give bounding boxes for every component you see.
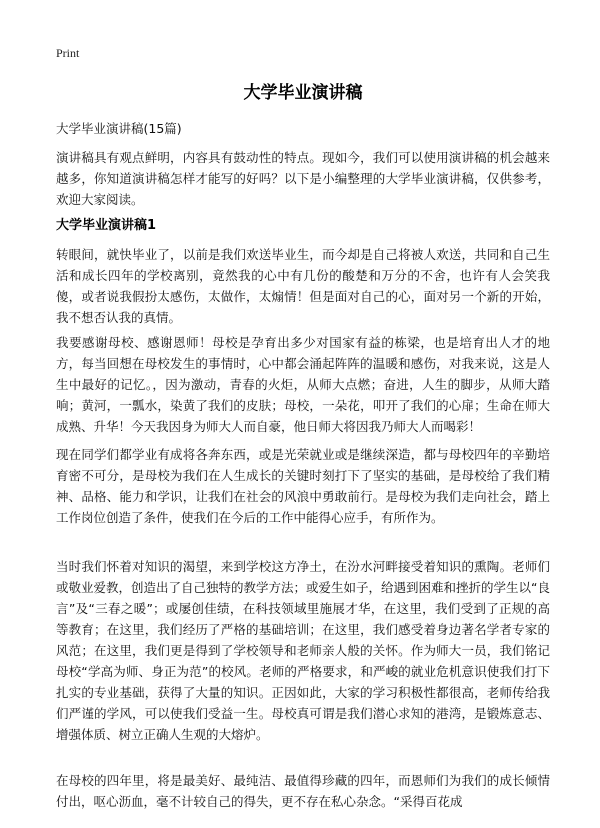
body-paragraph-1: 转眼间，就快毕业了，以前是我们欢送毕业生，而今却是自己将被人欢送，共同和自己生活和成长四年的学校离别，竟然我的心中有几份的酸楚和万分的不舍，也许有人会笑我傻，或者说我假扮太感伤，太做作，太煽情！但是面对自己的心，面对另一个新的开始，我不想否认我的真情。 (56, 247, 550, 325)
body-paragraph-2: 我要感谢母校、感谢恩师！母校是孕育出多少对国家有益的栋梁，也是培育出人才的地方，每当回想在母校发生的事情时，心中都会涌起阵阵的温暖和感伤，对我来说，这是人生中最好的记忆。，因为激动，青春的火炬，从师大点燃；奋进，人生的脚步，从师大踏响；黄河，一瓢水，染黄了我们的皮肤；母校，一朵花，叩开了我们的心扉；生命在师大成熟、升华！今天我因身为师大人而自豪，他日师大将因我乃师大人而喝彩！ (56, 335, 550, 434)
body-paragraph-3: 现在同学们都学业有成将各奔东西，或是光荣就业或是继续深造，都与母校四年的辛勤培育密不可分，是母校为我们在人生成长的关键时刻打下了坚实的基础，是母校给了我们精神、品格、能力和学识，让我们在社会的风浪中勇敢前行。是母校为我们走向社会，踏上工作岗位创造了条件，使我们在今后的工作中能得心应手，有所作为。 (56, 447, 550, 525)
document-subtitle: 大学毕业演讲稿(15篇) (56, 121, 182, 136)
body-paragraph-5: 在母校的四年里，将是最美好、最纯洁、最值得珍藏的四年，而恩师们为我们的成长倾情付出，呕心沥血，毫不计较自己的得失，更不存在私心杂念。“采得百花成 (56, 773, 550, 809)
body-paragraph-4: 当时我们怀着对知识的渴望，来到学校这方净土，在汾水河畔接受着知识的熏陶。老师们或敬业爱教，创造出了自己独特的教学方法；或爱生如子，给遇到困难和挫折的学生以“良言”及“三春之暖”；或屡创佳绩，在科技领域里施展才华，在这里，我们受到了正规的高等教育；在这里，我们经历了严格的基础培训；在这里，我们感受着身边著名学者专家的风范；在这里，我们更是得到了学校领导和老师亲人般的关怀。作为师大一员，我们铭记母校“学高为师、身正为范”的校风。老师的严格要求，和严峻的就业危机意识使我们打下扎实的专业基础，获得了大量的知识。正因如此，大家的学习积极性都很高，老师传给我们严谨的学风，可以使我们受益一生。母校真可谓是我们潜心求知的港湾，是锻炼意志、增强体质、树立正确人生观的大熔炉。 (56, 559, 550, 742)
intro-paragraph: 演讲稿具有观点鲜明，内容具有鼓动性的特点。现如今，我们可以使用演讲稿的机会越来越多，你知道演讲稿怎样才能写的好吗？以下是小编整理的大学毕业演讲稿，仅供参考，欢迎大家阅读。 (56, 150, 550, 207)
print-link[interactable]: Print (56, 46, 80, 60)
document-title: 大学毕业演讲稿 (243, 83, 363, 103)
section-heading: 大学毕业演讲稿1 (56, 218, 157, 233)
